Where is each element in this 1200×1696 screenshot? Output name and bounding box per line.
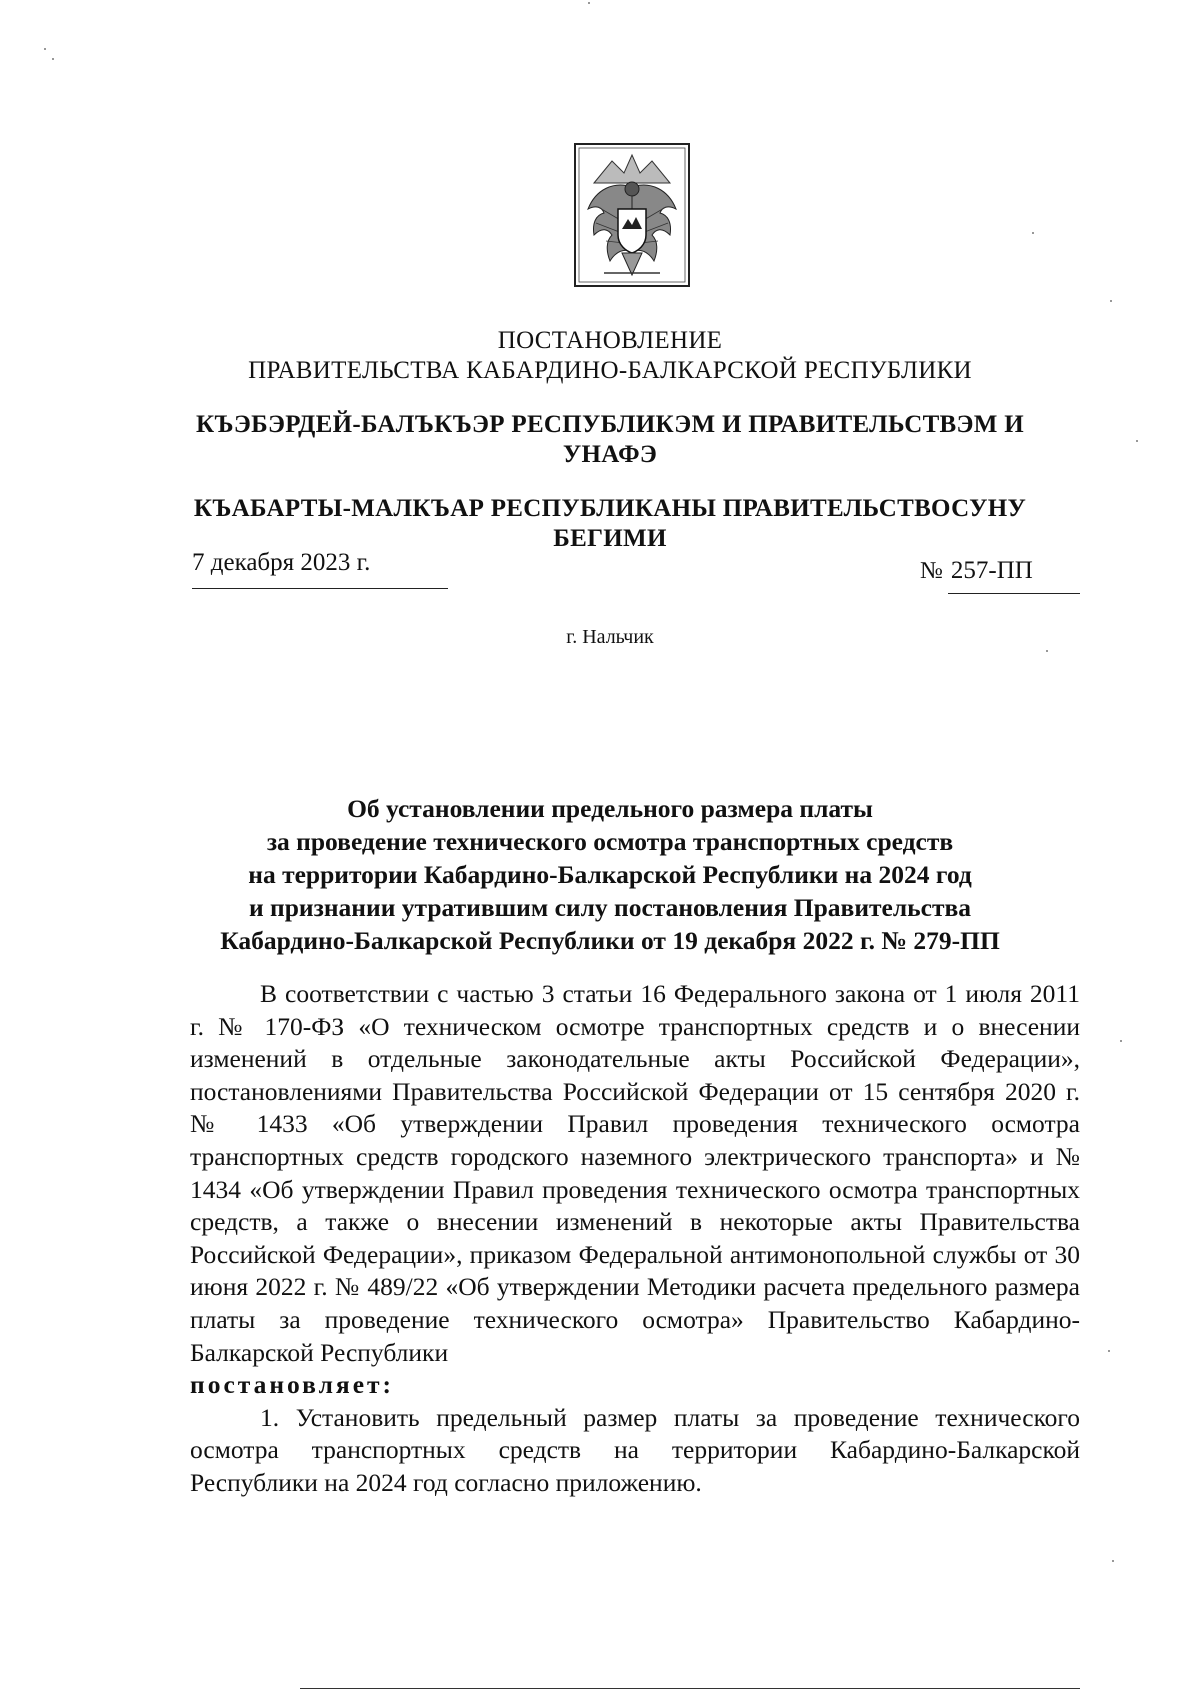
scan-speck (1108, 1350, 1110, 1352)
preamble-paragraph: В соответствии с частью 3 статьи 16 Федерального закона от 1 июля 2011 г. № 170-ФЗ «О техническом осмотре транспортных средств и о внесении изменений в отдельные законодательные акты Российской Федерации», постановлениями Правительства Российской Федерации от 15 сентября 2020 г. № 1433 «Об утверждении Правил проведения технического осмотра транспортных средств городского наземного электрического транспорта» и № 1434 «Об утверждении Правил проведения технического осмотра транспортных средств, а также о внесении изменений в некоторые акты Правительства Российской Федерации», приказом Федеральной антимонопольной службы от 30 июня 2022 г. № 489/22 «Об утверждении Методики расчета предельного размера платы за проведение технического осмотра» Правительство Кабардино-Балкарской Республики (190, 979, 1080, 1367)
document-date: 7 декабря 2023 г. (192, 549, 371, 576)
header-kabardian-line1: КЪЭБЭРДЕЙ-БАЛЪКЪЭР РЕСПУБЛИКЭМ И ПРАВИТЕЛЬСТВЭМ И (196, 411, 1024, 438)
header-kabardian-line2: УНАФЭ (562, 441, 658, 468)
title-line: и признании утратившим силу постановления Правительства (248, 893, 972, 922)
document-body (190, 978, 1080, 1500)
scan-speck (1032, 232, 1034, 234)
coat-of-arms-icon (574, 143, 690, 287)
scan-speck (1112, 1560, 1114, 1562)
scan-speck (588, 2, 590, 4)
scan-speck (1046, 650, 1048, 652)
header-balkar-line2: БЕГИМИ (553, 525, 667, 552)
document-city: г. Нальчик (566, 626, 654, 648)
scan-speck (52, 58, 54, 60)
title-line: Кабардино-Балкарской Республики от 19 декабря 2022 г. № 279-ПП (220, 926, 1000, 955)
scan-speck (1136, 440, 1138, 442)
scan-speck (1120, 1040, 1122, 1042)
scan-speck (1110, 300, 1112, 302)
number-underline (948, 593, 1080, 594)
item-1-paragraph: 1. Установить предельный размер платы за проведение технического осмотра транспортных средств на территории Кабардино-Балкарской Республики на 2024 год согласно приложению. (190, 1402, 1080, 1497)
date-underline (192, 588, 448, 589)
scan-speck (44, 48, 46, 50)
resolves-label: постановляет: (190, 1370, 395, 1400)
document-number-block (920, 556, 1080, 586)
header-title: ПОСТАНОВЛЕНИЕ (497, 327, 723, 354)
footer-rule (300, 1688, 1080, 1689)
title-line: за проведение технического осмотра транспортных средств (266, 827, 954, 856)
header-balkar-line1: КЪАБАРТЫ-МАЛКЪАР РЕСПУБЛИКАНЫ ПРАВИТЕЛЬСТВОСУНУ (193, 495, 1027, 522)
header-government: ПРАВИТЕЛЬСТВА КАБАРДИНО-БАЛКАРСКОЙ РЕСПУБЛИКИ (248, 357, 972, 384)
title-line: Об установлении предельного размера платы (347, 794, 873, 823)
document-title (150, 792, 1070, 957)
document-number: 257-ПП (950, 557, 1033, 584)
title-line: на территории Кабардино-Балкарской Республики на 2024 год (248, 860, 972, 889)
number-sign: № (920, 558, 943, 584)
